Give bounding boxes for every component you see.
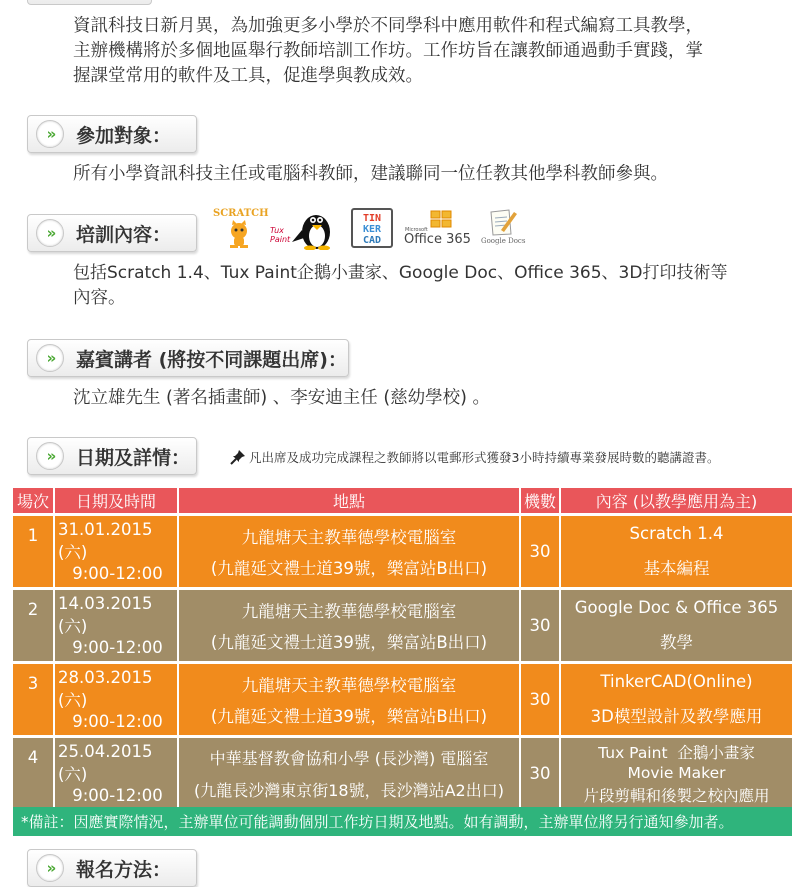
- participants-title: 參加對象：: [76, 124, 172, 147]
- content-line: 教學: [660, 633, 693, 652]
- session-venue: [179, 516, 521, 587]
- schedule-title: 日期及詳情：: [76, 446, 191, 469]
- participants-heading: [27, 115, 197, 153]
- session-machines: 30: [521, 738, 561, 809]
- venue-address: (九龍延文禮士道39號，樂富站B出口): [210, 559, 488, 579]
- session-datetime: [55, 516, 179, 587]
- venue-address: (九龍延文禮士道39號，樂富站B出口): [210, 633, 488, 653]
- session-content: [561, 738, 792, 809]
- content-line: Movie Maker: [627, 764, 726, 783]
- content-heading: [27, 214, 197, 252]
- double-chevron-right-icon: »: [36, 344, 64, 372]
- office-squares-icon: [430, 210, 452, 228]
- office-text: Office 365: [404, 232, 471, 247]
- session-number: 2: [13, 590, 55, 661]
- session-machines: 30: [521, 590, 561, 661]
- tinker-row-1: TIN: [362, 213, 382, 224]
- session-date: 31.01.2015 (六): [58, 520, 153, 563]
- intro-line-2: 主辦機構將於多個地區舉行教師培訓工作坊。工作坊旨在讓教師通過動手實踐，掌: [73, 41, 703, 61]
- session-time: 9:00-12:00: [72, 637, 163, 657]
- content-line: 3D模型設計及教學應用: [590, 707, 763, 726]
- certificate-note: [230, 448, 719, 466]
- pushpin-icon: [230, 449, 246, 465]
- venue-address: (九龍長沙灣東京街18號，長沙灣站A2出口): [194, 780, 504, 800]
- session-number: 1: [13, 516, 55, 587]
- session-content: [561, 590, 792, 661]
- tinkercad-logo: [351, 208, 393, 248]
- table-row: [13, 664, 792, 735]
- content-text-line-1: 包括Scratch 1.4、Tux Paint企鵝小畫家、Google Doc、Office 365、3D打印技術等: [73, 263, 728, 283]
- double-chevron-right-icon: »: [36, 219, 64, 247]
- venue-address: (九龍延文禮士道39號，樂富站B出口): [210, 707, 488, 727]
- session-date: 25.04.2015 (六): [58, 742, 153, 785]
- session-machines: 30: [521, 516, 561, 587]
- scratch-cat-icon: [223, 220, 257, 250]
- venue-name: 九龍塘天主教華德學校電腦室: [241, 527, 457, 547]
- session-number: 4: [13, 738, 55, 809]
- venue-name: 中華基督教會協和小學 (長沙灣) 電腦室: [209, 749, 489, 769]
- table-row: [13, 590, 792, 661]
- session-content: [561, 664, 792, 735]
- session-number: 3: [13, 664, 55, 735]
- office365-logo: [404, 210, 470, 248]
- session-content: [561, 516, 792, 587]
- tinker-row-2: KER: [362, 224, 382, 235]
- certificate-note-text: 凡出席及成功完成課程之教師將以電郵形式獲發3小時持續專業發展時數的聽講證書。: [249, 450, 720, 465]
- session-time: 9:00-12:00: [72, 563, 163, 583]
- tux-line-1: Tux: [270, 226, 284, 235]
- session-time: 9:00-12:00: [72, 785, 163, 805]
- session-venue: [179, 590, 521, 661]
- double-chevron-right-icon: »: [36, 442, 64, 470]
- double-chevron-right-icon: »: [36, 120, 64, 148]
- content-line: Tux Paint 企鵝小畫家: [598, 743, 755, 762]
- schedule-table: [13, 488, 792, 809]
- table-footnote: *備註：因應實際情況，主辦單位可能調動個別工作坊日期及地點。如有調動，主辦單位將另行通知參加者。: [13, 807, 792, 836]
- header-date: 日期及時間: [55, 488, 179, 513]
- speakers-heading: [27, 339, 349, 377]
- table-row: [13, 516, 792, 587]
- intro-paragraph: [73, 14, 773, 89]
- session-date: 14.03.2015 (六): [58, 594, 153, 637]
- content-line: 片段剪輯和後製之校內應用: [583, 787, 770, 806]
- session-datetime: [55, 664, 179, 735]
- session-date: 28.03.2015 (六): [58, 668, 153, 711]
- session-datetime: [55, 738, 179, 809]
- previous-section-pill: [27, 0, 152, 5]
- session-venue: [179, 738, 521, 809]
- session-time: 9:00-12:00: [72, 711, 163, 731]
- register-heading: [27, 849, 197, 887]
- scratch-logo: [213, 208, 269, 250]
- double-chevron-right-icon: »: [36, 854, 64, 882]
- google-docs-text: Google Docs: [481, 237, 526, 245]
- tinker-row-3: CAD: [362, 235, 382, 246]
- speakers-title: 嘉賓講者 (將按不同課題出席)：: [76, 348, 347, 371]
- venue-name: 九龍塘天主教華德學校電腦室: [241, 601, 457, 621]
- google-docs-logo: [480, 208, 526, 250]
- intro-line-1: 資訊科技日新月異，為加強更多小學於不同學科中應用軟件和程式編寫工具教學，: [73, 16, 703, 36]
- register-title: 報名方法：: [76, 858, 172, 881]
- session-machines: 30: [521, 664, 561, 735]
- speakers-text: 沈立雄先生 (著名插畫師) 、李安迪主任 (慈幼學校) 。: [73, 388, 491, 408]
- header-session: 場次: [13, 488, 55, 513]
- content-line: Google Doc & Office 365: [574, 598, 779, 617]
- content-line: TinkerCAD(Online): [600, 672, 753, 691]
- intro-line-3: 握課堂常用的軟件及工具，促進學與教成效。: [73, 66, 423, 86]
- header-venue: 地點: [179, 488, 521, 513]
- tux-line-2: Paint: [270, 235, 291, 244]
- table-header: [13, 488, 792, 513]
- venue-name: 九龍塘天主教華德學校電腦室: [241, 675, 457, 695]
- content-line: 基本編程: [643, 559, 710, 578]
- content-line: Scratch 1.4: [629, 524, 724, 543]
- session-datetime: [55, 590, 179, 661]
- session-venue: [179, 664, 521, 735]
- scratch-logo-text: SCRATCH: [213, 208, 269, 219]
- content-text: [73, 261, 773, 311]
- header-machines: 機數: [521, 488, 561, 513]
- tux-paint-logo: [268, 208, 340, 250]
- schedule-heading: [27, 437, 197, 475]
- participants-text: 所有小學資訊科技主任或電腦科教師，建議聯同一位任教其他學科教師參與。: [73, 164, 668, 184]
- header-content: 內容 (以教學應用為主): [561, 488, 792, 513]
- office-small-text: Microsoft: [405, 227, 428, 233]
- google-docs-icon: [487, 208, 517, 236]
- table-row: [13, 738, 792, 809]
- content-text-line-2: 內容。: [73, 288, 126, 308]
- content-title: 培訓內容：: [76, 223, 172, 246]
- penguin-icon: [290, 208, 338, 250]
